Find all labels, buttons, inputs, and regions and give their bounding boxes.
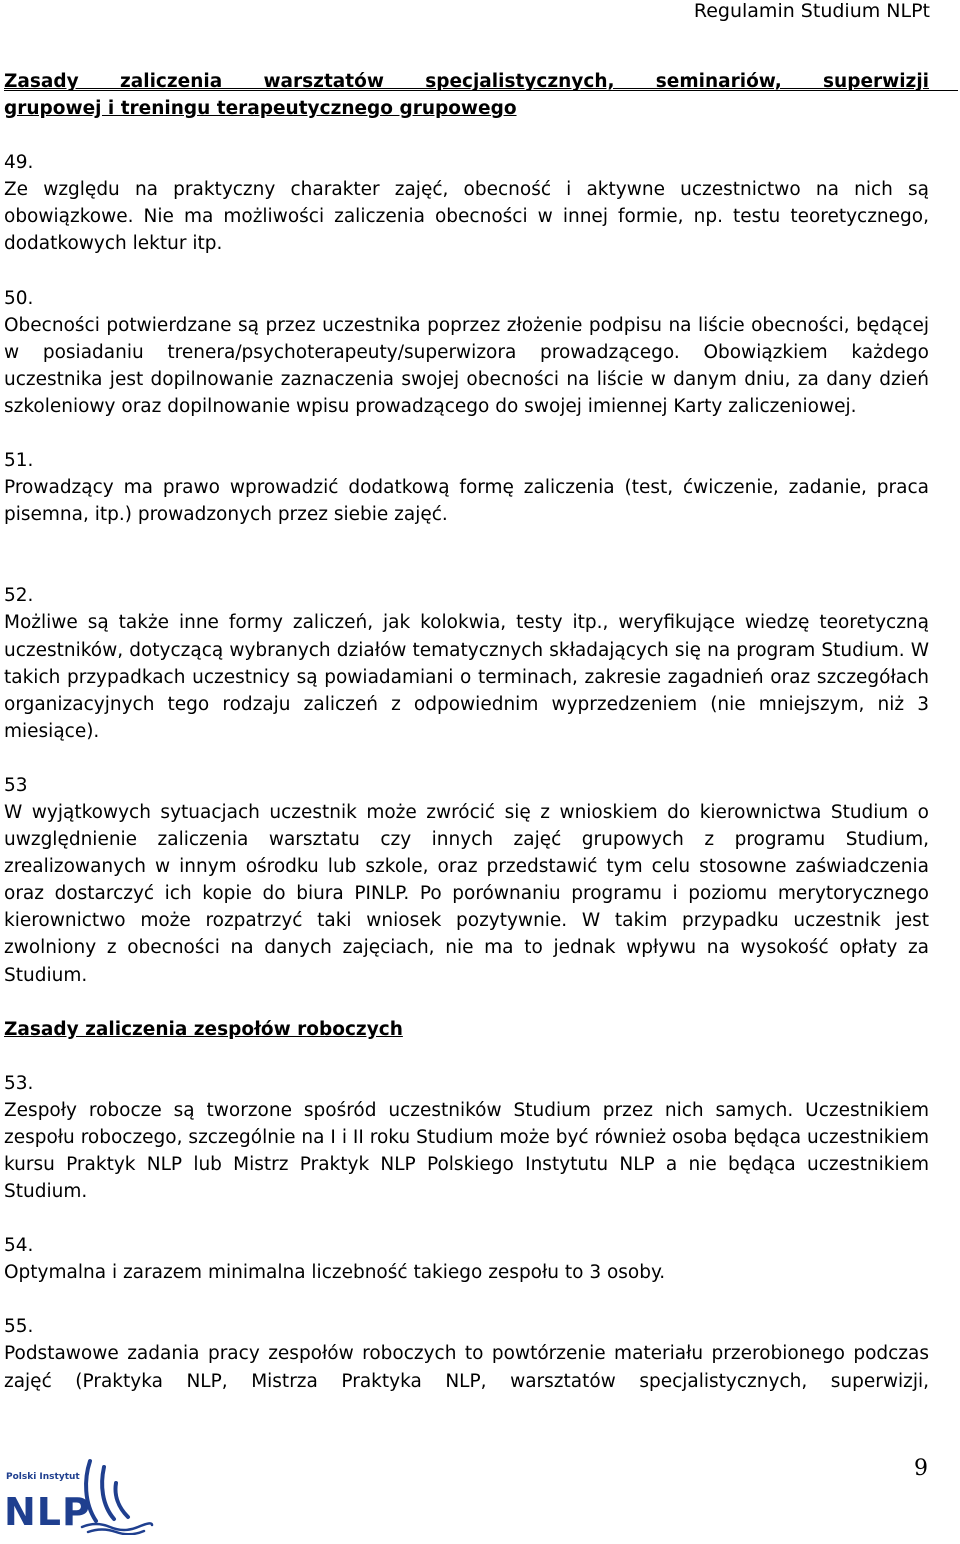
paragraph-text: Zespoły robocze są tworzone spośród uczestników Studium przez nich samych. Uczestnikiem zespołu roboczego, szczególnie na I i II roku Studium może być również osoba będąca uczestnikiem kursu Praktyk NLP lub Mistrz Praktyk NLP Polskiego Instytutu NLP a nie będąca uczestnikiem Studium. [4, 1099, 929, 1203]
paragraph-text: Ze względu na praktyczny charakter zajęć, obecność i aktywne uczestnictwo na nich są obowiązkowe. Nie ma możliwości zaliczenia obecności w innej formie, np. testu teoretycznego, dodatkowych lektur itp. [4, 179, 929, 255]
sail-icon [86, 1461, 128, 1521]
paragraph-55 [4, 1313, 929, 1394]
section-title-line: Zasady zaliczenia warsztatów specjalistycznych, seminariów, superwizji [4, 71, 929, 92]
waves-icon [82, 1523, 152, 1534]
paragraph-text: Podstawowe zadania pracy zespołów roboczych to powtórzenie materiału przerobionego podczas zajęć (Praktyka NLP, Mistrza Praktyka NLP, warsztatów specjalistycznych, superwizji, [4, 1343, 929, 1392]
paragraph-number: 52. [4, 585, 34, 607]
paragraph-number: 55. [4, 1316, 34, 1338]
logo-caption: Polski Instytut [6, 1472, 80, 1482]
paragraph-text: Obecności potwierdzane są przez uczestnika poprzez złożenie podpisu na liście obecności, będącej w posiadaniu trenera/psychoterapeuty/superwizora prowadzącego. Obowiązkiem każdego uczestnika jest dopilnowanie zaznaczenia swojej obecności na liście w danym dniu, za dany dzień szkoleniowy oraz dopilnowanie wpisu prowadzącego do swojej imiennej Karty zaliczeniowej. [4, 314, 929, 417]
section-title-line: Zasady zaliczenia zespołów roboczych [4, 1018, 403, 1040]
page-number: 9 [914, 1456, 928, 1481]
section-title-warsztaty [4, 68, 929, 122]
paragraph-number: 50. [4, 287, 34, 309]
document-body [4, 68, 929, 1395]
paragraph-text: Optymalna i zarazem minimalna liczebność takiego zespołu to 3 osoby. [4, 1262, 666, 1284]
paragraph-number: 53. [4, 1072, 34, 1094]
logo-wordmark: NLP [4, 1490, 91, 1534]
paragraph-number: 53 [4, 774, 28, 796]
paragraph-51 [4, 447, 929, 528]
polski-instytut-nlp-logo [4, 1455, 154, 1535]
section-title-zespoly [4, 1016, 929, 1043]
paragraph-number: 54. [4, 1235, 34, 1257]
running-header: Regulamin Studium NLPt [693, 0, 930, 22]
paragraph-49 [4, 149, 929, 257]
paragraph-53-exceptions [4, 772, 929, 989]
paragraph-50 [4, 285, 929, 420]
paragraph-text: Prowadzący ma prawo wprowadzić dodatkową formę zaliczenia (test, ćwiczenie, zadanie, praca pisemna, itp.) prowadzonych przez siebie zajęć. [4, 477, 929, 526]
paragraph-number: 49. [4, 152, 34, 174]
paragraph-52 [4, 582, 929, 745]
paragraph-54 [4, 1232, 929, 1286]
paragraph-text: W wyjątkowych sytuacjach uczestnik może zwrócić się z wnioskiem do kierownictwa Studium o uwzględnienie zaliczenia warsztatu czy innych zajęć grupowych z programu Studium, zrealizowanych w innym ośrodku lub szkole, oraz przedstawić tym celu stosowne zaświadczenia oraz dostarczyć ich kopie do biura PINLP. Po porównaniu programu i poziomu merytorycznego kierownictwo może rozpatrzyć taki wniosek pozytywnie. W takim przypadku uczestnik jest zwolniony z obecności na danych zajęciach, nie ma to jednak wpływu na wysokość opłaty za Studium. [4, 801, 929, 986]
paragraph-number: 51. [4, 450, 34, 472]
section-title-line: grupowej i treningu terapeutycznego grupowego [4, 98, 517, 120]
paragraph-53 [4, 1070, 929, 1205]
paragraph-text: Możliwe są także inne formy zaliczeń, jak kolokwia, testy itp., weryfikujące wiedzę teoretyczną uczestników, dotyczącą wybranych działów tematycznych składających się na program Studium. W takich przypadkach uczestnicy są powiadamiani o terminach, zakresie zagadnień oraz szczegółach organizacyjnych tego rodzaju zaliczeń z odpowiednim wyprzedzeniem (nie mniejszym, niż 3 miesiące). [4, 612, 929, 742]
